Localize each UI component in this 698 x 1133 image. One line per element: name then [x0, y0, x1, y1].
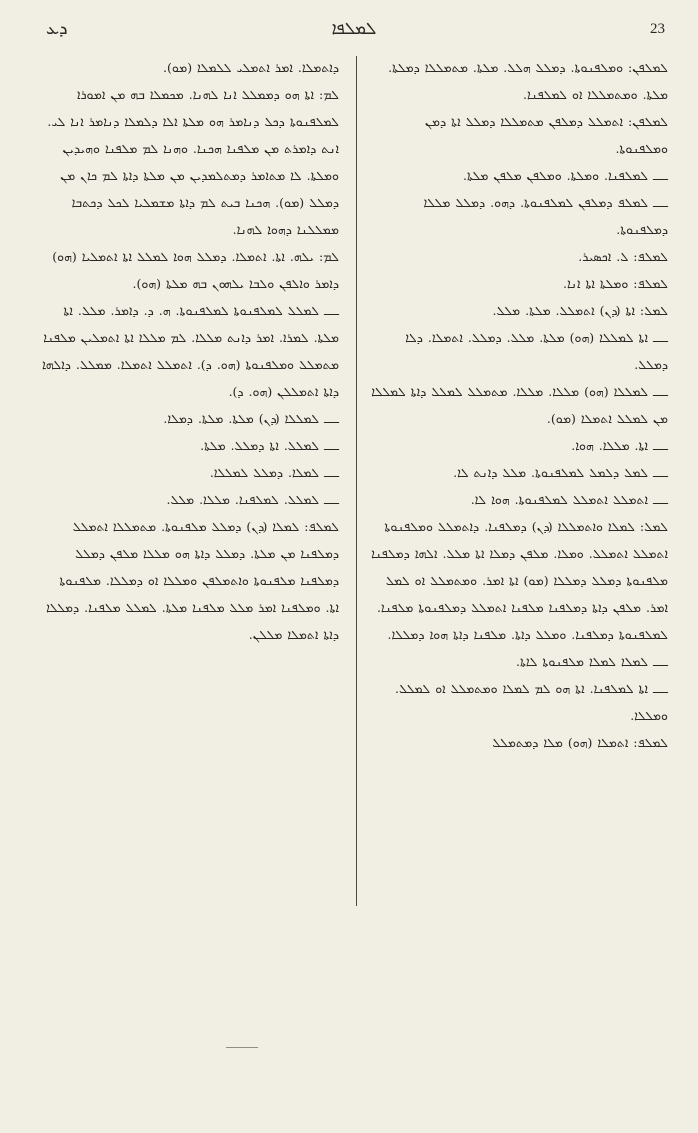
paragraph: ـــ ܠܡܠܐ. ܕܡܠܠ ܠܡܠܠܐ.: [209, 465, 339, 480]
paragraph: ܠܡ: ܐܬܐ ܗܘ ܕܡܡܠܠ ܐܢܐ ܠܗܢܐ. ܡܟܡܠܐ ܒܗ ܡܢ ܐܡܘܪܐ ܠܡܠܦܢܘܬܐ ܕܟܠ ܕܢܐܡܪ ܗܘ ܡܠܬܐ ܐܠܐ ܕܠܡܠܐ ܕܢܐܡܪ ܐܢܐ ܠܝ. ܐܢܬ ܕܐܡܪܬ ܡܢ ܡܠܦܢܐ ܗܟܢܐ. ܘܗܢܐ ܠܡ ܡܠܦܢܐ ܘܗܝܕܝܢ ܘܡܠܬܐ. ܠܐ ܡܬܐܡܪ ܕܡܬܠܡܕܝܢ ܡܢ ܡܠܬܐ ܕܐܬܐ ܠܡ ܟܐܢ ܡܢ ܕܡܠܠ (ܡܘ). ܗܟܢܐ ܒܝܬ ܠܡ ܕܐܬܐ ܡܫܡܠܝܐ ܠܟܠ ܕܟܬܒܐ ܡܡܠܠܢܐ ܕܗܘܐ ܠܗܢܐ.: [47, 87, 339, 237]
paragraph: ـــ ܠܡܠܠ ܠܡܠܦܢܘܬܐ ܠܡܠܦܢܘܬܐ. ܗ. ܕ. ܕܐܡܪ. ܡܠܠ. ܐܬܐ ܡܠܬܐ. ܠܡܪܐ. ܐܡܪ ܕܐܢܬ ܡܠܠܐ. ܠܡ ܡܠܠܐ ܐܬܐ ܐܬܡܠܝܢ ܡܠܦܢܐ ܡܬܡܠܠ ܘܡܠܦܢܘܬܐ (ܗܘ. ܕ). ܐܬܡܠܠ ܐܬܡܠܐ. ܡܡܠܠ. ܕܐܠܗܐ ܕܐܬܐ ܐܬܡܠܠܢ (ܗܘ. ܕ).: [42, 303, 339, 399]
bottom-rule: [226, 1047, 258, 1048]
paragraph: ـــ ܠܡܠܠܐ (ܕܢ) ܡܠܬܐ. ܡܠܬܐ. ܕܡܠܐ.: [163, 411, 339, 426]
paragraph: ـــ ܐܬܐ ܠܡܠܦܢܐ. ܐܬܐ ܗܘ ܠܡ ܠܡܠܐ ܘܡܬܡܠܠ ܐܘ ܠܡܠܠ. ܘܡܠܠܐ.: [395, 681, 668, 723]
column-divider: [356, 56, 357, 906]
paragraph: ܠܡܠ: ܐܬܐ (ܕܢ) ܐܬܡܠܠ. ܡܠܬܐ. ܡܠܠ.: [492, 303, 668, 318]
paragraph: ـــ ܐܬܐ ܠܡܠܠܐ (ܗܘ) ܡܠܬܐ. ܡܠܠ. ܕܡܠܠ. ܐܬܡܠܐ. ܕܠܐ ܕܡܠܠ.: [405, 330, 668, 372]
paragraph: ـــ ܠܡܠܦܢܐ. ܘܡܠܬܐ. ܘܡܠܦܢ ܡܠܦܢ ܡܠܬܐ.: [462, 168, 668, 183]
paragraph: ـــ ܠܡܠܐ ܠܡܠܐ ܡܠܦܢܘܬܐ ܠܐܬܐ.: [515, 654, 668, 669]
paragraph: ـــ ܐܬܐ. ܡܠܠܐ. ܗܘܐ.: [571, 438, 668, 453]
paragraph: ـــ ܠܡܠ ܕܠܡܠ ܠܡܠܦܢܘܬܐ. ܡܠܠ ܕܐܢܬ ܠܐ.: [453, 465, 668, 480]
paragraph: ܠܡܠܦܢ: ܐܬܡܠܠ ܕܡܠܦܢ ܡܬܡܠܠܐ ܕܡܠܠ ܐܬܐ ܕܡܢ ܘܡܠܦܢܘܬܐ.: [425, 114, 668, 156]
running-header-left: ܕܥ: [46, 19, 68, 39]
left-column: [41, 54, 339, 648]
paragraph: ـــ ܠܡܠܠ. ܐܬܐ ܕܡܠܠ. ܡܠܬܐ.: [200, 438, 339, 453]
paragraph: ܠܡ: ܝܠܗ. ܐܬܐ. ܐܬܡܠܐ. ܕܡܠܠ ܗܘܐ ܠܡܠܠ ܐܬܐ ܐܬܡܠܝܐ (ܗܘ) ܕܐܡܪ ܘܐܠܦܢ ܘܠܒܐ ܝܠܗܘܢ ܒܗ ܡܠܬܐ (ܗܘ).: [52, 249, 339, 291]
running-header-title: ܠܡܠܦܐ: [331, 19, 377, 39]
paragraph: ܠܡܠ: ܠܡܠܐ ܘܐܬܡܠܠܐ (ܕܢ) ܕܡܠܦܢܐ. ܕܐܬܡܠܠ ܘܡܠܦܢܘܬܐ ܐܬܡܠܠ ܐܬܡܠܠ. ܘܡܠܐ. ܡܠܦܢ ܕܡܠܐ ܐܬܐ ܡܠܠ. ܐܠܗܐ ܕܡܠܦܢܐ ܡܠܦܢܘܬܐ ܕܡܠܠ ܕܡܠܠܐ (ܡܘ) ܐܬܐ ܐܡܪ. ܘܡܬܡܠܠ ܐܘ ܠܡܠ ܐܡܪ. ܡܠܦܢ ܕܐܬܐ ܕܡܠܦܢܐ ܡܠܦܢܐ ܐܬܡܠܠ ܕܡܠܦܢܘܬܐ ܡܠܦܢܐ. ܠܡܠܦܢܘܬܐ ܕܡܠܦܢܐ. ܘܡܠܠ ܕܐܬܐ. ܡܠܦܢܐ ܕܐܬܐ ܗܘܐ ܕܡܠܠܐ.: [371, 519, 668, 642]
paragraph: ـــ ܠܡܠܦ ܕܡܠܦܢ ܠܡܠܦܢܘܬܐ. ܕܗܘ. ܕܡܠܠ ܡܠܠܐ ܕܡܠܦܢܘܬܐ.: [423, 195, 668, 237]
paragraph: ـــ ܠܡܠܠܐ (ܗܘ) ܡܠܠܐ. ܡܠܠܐ. ܡܬܡܠܠ ܠܡܠܠ ܕܐܬܐ ܠܡܠܠܐ ܡܢ ܠܡܠܠ ܐܬܡܠܐ (ܡܘ).: [371, 384, 668, 426]
paragraph: ܕܐܬܡܠܐ. ܐܡܪ ܐܬܡܠܝ ܠܠܡܠܐ (ܡܘ).: [163, 60, 339, 75]
paragraph: ܠܡܠܦܢ: ܘܡܠܦܢܘܬܐ. ܕܡܠܠ ܗܠܠ. ܡܠܬܐ. ܡܬܡܠܠܐ ܕܡܠܬܐ. ܡܠܬܐ. ܘܡܬܡܠܠܐ ܐܘ ܠܡܠܦܢܐ.: [388, 60, 668, 102]
paragraph: ܠܡܠܦ: ܐܬܡܠܐ (ܗܘ) ܡܠܐ ܕܡܬܡܠܠ: [492, 735, 668, 750]
paragraph: ـــ ܐܬܡܠܠ ܐܬܡܠܠ ܠܡܠܦܢܘܬܐ. ܗܘܐ ܠܐ.: [470, 492, 668, 507]
right-column: [370, 54, 668, 756]
paragraph: ـــ ܠܡܠܠ. ܠܡܠܦܢܐ. ܡܠܠܐ. ܡܠܠ.: [166, 492, 339, 507]
paragraph: ܠܡܠܦ: ܠ. ܐܟܣܝܪ.: [578, 249, 668, 264]
paragraph: ܠܡܠܦ: ܠܡܠܐ (ܕܢ) ܕܡܠܠ ܡܠܦܢܘܬܐ. ܡܬܡܠܠܐ ܐܬܡܠܠ ܕܡܠܦܢܐ ܡܢ ܡܠܬܐ. ܕܡܠܠ ܕܐܬܐ ܗܘ ܡܠܠܐ ܡܠܦܢ ܕܡܠܠ ܕܡܠܦܢܐ ܡܠܦܢܘܬܐ ܘܐܬܡܠܦܢ ܘܡܠܠܐ ܐܘ ܕܡܠܠܐ. ܡܠܦܢܘܬܐ ܐܬܐ. ܘܡܠܦܢܐ ܐܡܪ ܡܠܠ ܡܠܦܢܐ ܡܠܬܐ. ܠܡܠܠ ܡܠܦܢܐ. ܕܡܠܠܐ ܕܐܬܐ ܐܬܡܠܐ ܡܠܠܢ.: [46, 519, 339, 642]
paragraph: ܠܡܠܦ: ܘܡܠܬܐ ܐܬܐ ܐܢܐ.: [562, 276, 668, 291]
page-number: 23: [650, 21, 665, 37]
